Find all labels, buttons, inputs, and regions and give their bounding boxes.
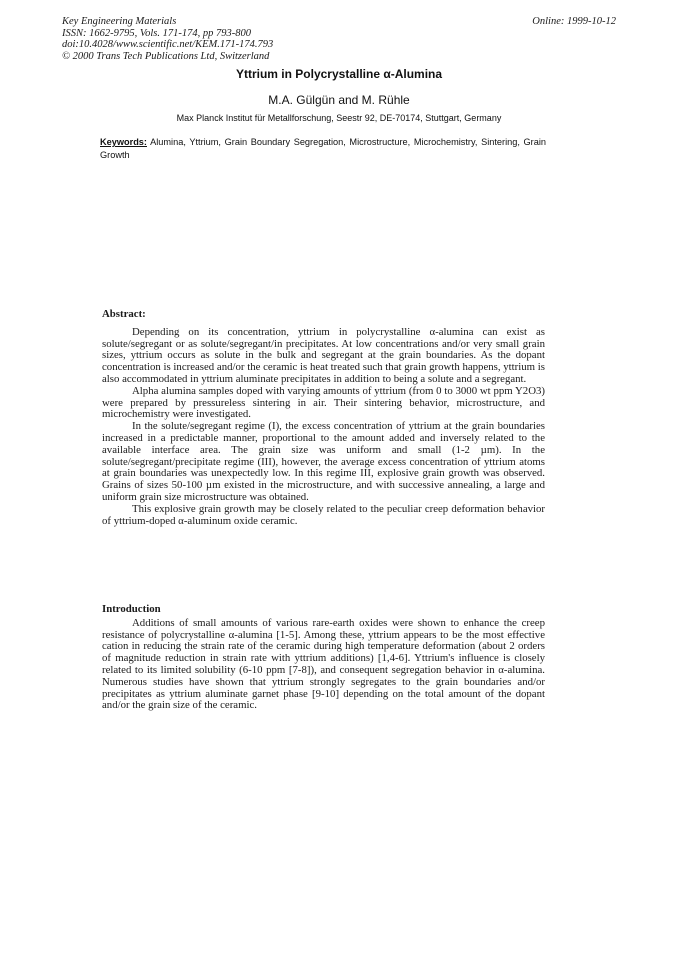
abstract-paragraph: In the solute/segregant regime (I), the excess concentration of yttrium at the grain boundaries increased in a predictable manner, proportional to the amount added and inversely related to the available interface area. The grain size was uniform and small (1-2 µm). In the solute/segregant/precipitate regime (III), however, the average excess concentration of yttrium atoms at grain boundaries was unexpectedly low. In this regime III, explosive grain growth was observed. Grains of sizes 50-100 µm existed in the microstructure, and with successive annealing, a large and uniform grain size microstructure was obtained. xyxy=(102,420,545,503)
abstract-heading: Abstract: xyxy=(102,308,146,320)
keywords-label: Keywords: xyxy=(100,137,147,147)
abstract-paragraph: Depending on its concentration, yttrium in polycrystalline α-alumina can exist as solute/segregant or as solute/segregant/in precipitates. At low concentrations and/or very small grain sizes, yttrium occurs as solute in the bulk and segregant at the grain boundaries. As the dopant concentration is increased and/or the ceramic is heat treated such that grain growth happens, yttrium is also accommodated in yttrium aluminate precipitates in addition to being a solute and a segregant. xyxy=(102,325,545,385)
keywords-block xyxy=(100,136,546,161)
keywords-text: Alumina, Yttrium, Grain Boundary Segregation, Microstructure, Microchemistry, Sintering, Grain Growth xyxy=(100,137,547,160)
introduction-section xyxy=(102,604,545,712)
paper-title: Yttrium in Polycrystalline α-Alumina xyxy=(235,67,443,81)
paper-authors: M.A. Gülgün and M. Rühle xyxy=(268,93,410,107)
introduction-heading: Introduction xyxy=(102,603,161,615)
online-date: Online: 1999-10-12 xyxy=(532,16,616,27)
publication-header xyxy=(62,16,273,62)
abstract-section xyxy=(102,309,545,527)
abstract-paragraph: This explosive grain growth may be closely related to the peculiar creep deformation behavior of yttrium-doped α-aluminum oxide ceramic. xyxy=(102,502,545,527)
author-affiliation: Max Planck Institut für Metallforschung, Seestr 92, DE-70174, Stuttgart, Germany xyxy=(176,113,502,123)
abstract-paragraph: Alpha alumina samples doped with varying amounts of yttrium (from 0 to 3000 wt ppm Y2O3) were prepared by pressureless sintering in air. Their sintering behavior, microstructure, and microchemistry were investigated. xyxy=(102,384,545,421)
issn-line: ISSN: 1662-9795, Vols. 171-174, pp 793-800 xyxy=(62,27,251,39)
journal-name: Key Engineering Materials xyxy=(62,16,177,27)
introduction-paragraph: Additions of small amounts of various rare-earth oxides were shown to enhance the creep resistance of polycrystalline α-alumina [1-5]. Among these, yttrium appears to be the most effective cation in reducing the strain rate of the ceramic during high temperature deformation (about 2 orders of magnitude reduction in strain rate with yttrium additions) [1,4-6]. Yttrium's influence is closely related to its limited solubility (6-10 ppm [7-8]), and consequent segregation behavior in α-alumina. Numerous studies have shown that yttrium strongly segregates to the grain boundaries and/or precipitates as yttrium aluminate garnet phase [9-10] depending on the total amount of the dopant and/or the grain size of the ceramic. xyxy=(102,616,545,712)
doi-line: doi:10.4028/www.scientific.net/KEM.171-174.793 xyxy=(62,39,274,51)
copyright-line: © 2000 Trans Tech Publications Ltd, Switzerland xyxy=(62,50,270,62)
